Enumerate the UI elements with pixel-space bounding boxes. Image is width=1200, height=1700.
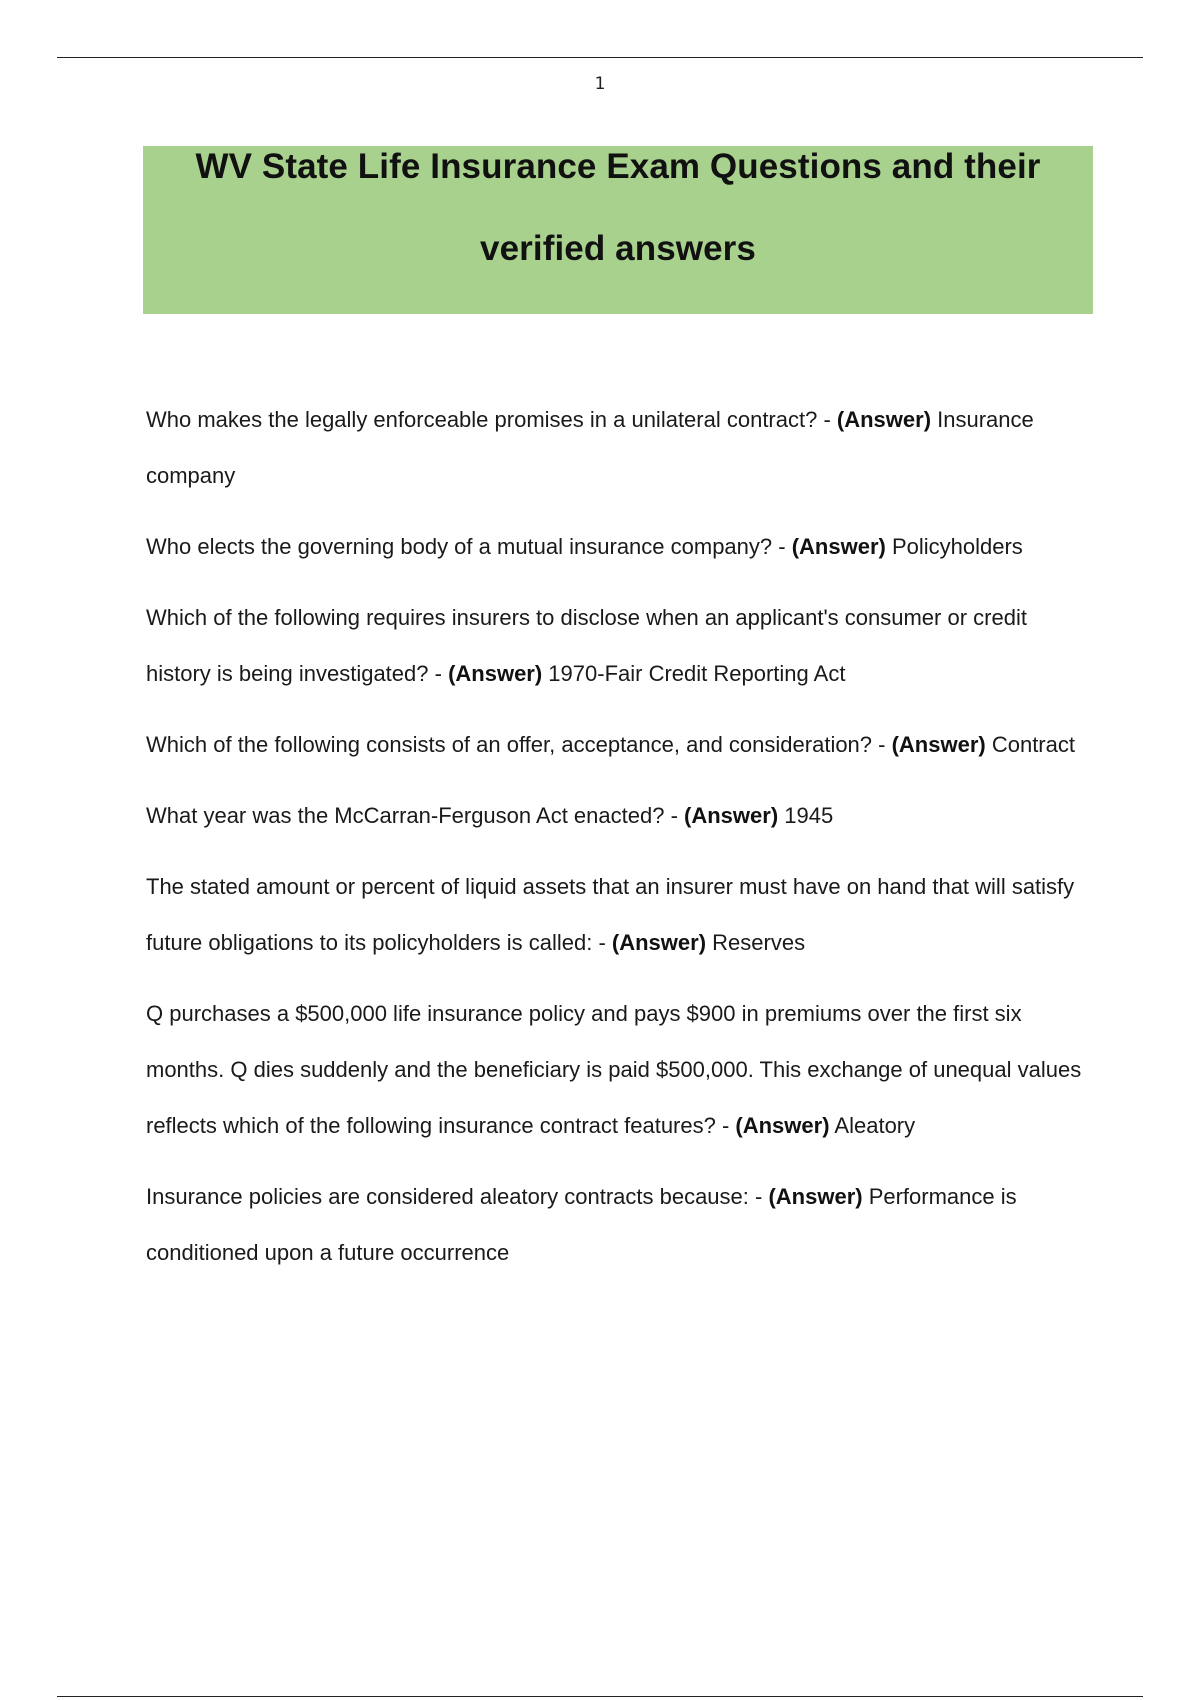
- title-banner: [143, 146, 1093, 314]
- qa-item-1: [146, 392, 1090, 504]
- document-title-line-1: WV State Life Insurance Exam Questions and their: [195, 147, 1041, 186]
- question-text: Which of the following consists of an offer, acceptance, and consideration? -: [146, 732, 892, 757]
- answer-text: Performance is conditioned upon a future occurrence: [146, 1184, 1017, 1265]
- qa-item-8: [146, 1169, 1090, 1281]
- answer-marker: (Answer): [735, 1113, 830, 1138]
- answer-marker: (Answer): [684, 803, 779, 828]
- answer-text: Insurance company: [146, 407, 1034, 488]
- header-rule: [57, 57, 1143, 58]
- answer-marker: (Answer): [891, 732, 986, 757]
- question-text: Which of the following requires insurers to disclose when an applicant's consumer or credit history is being investigated? -: [146, 605, 1027, 686]
- question-text: The stated amount or percent of liquid assets that an insurer must have on hand that will satisfy future obligations to its policyholders is called: -: [146, 874, 1075, 955]
- footer-rule: [57, 1696, 1143, 1697]
- answer-marker: (Answer): [768, 1184, 863, 1209]
- answer-text: Policyholders: [885, 534, 1023, 559]
- answer-marker: (Answer): [791, 534, 886, 559]
- answer-marker: (Answer): [836, 407, 932, 432]
- question-text: Insurance policies are considered aleatory contracts because: -: [146, 1184, 769, 1209]
- qa-item-4: [146, 717, 1090, 773]
- answer-text: 1970-Fair Credit Reporting Act: [542, 661, 846, 686]
- qa-item-6: [146, 859, 1090, 971]
- answer-text: Reserves: [706, 930, 806, 955]
- answer-text: Contract: [985, 732, 1075, 757]
- qa-item-7: [146, 986, 1090, 1154]
- document-title-line-2: verified answers: [480, 229, 756, 268]
- qa-item-5: [146, 788, 1090, 844]
- question-answer-list: [146, 392, 1090, 1296]
- question-text: Who makes the legally enforceable promises in a unilateral contract? -: [146, 407, 837, 432]
- question-text: Who elects the governing body of a mutual insurance company? -: [146, 534, 792, 559]
- question-text: Q purchases a $500,000 life insurance policy and pays $900 in premiums over the first six months. Q dies suddenly and the beneficiary is paid $500,000. This exchange of unequal values reflects which of the following insurance contract features? -: [146, 1001, 1082, 1138]
- answer-marker: (Answer): [611, 930, 707, 955]
- answer-marker: (Answer): [448, 661, 543, 686]
- qa-item-3: [146, 590, 1090, 702]
- answer-text: 1945: [778, 803, 834, 828]
- qa-item-2: [146, 519, 1090, 575]
- answer-text: Aleatory: [829, 1113, 916, 1138]
- page-number: 1: [594, 74, 606, 94]
- question-text: What year was the McCarran-Ferguson Act enacted? -: [146, 803, 685, 828]
